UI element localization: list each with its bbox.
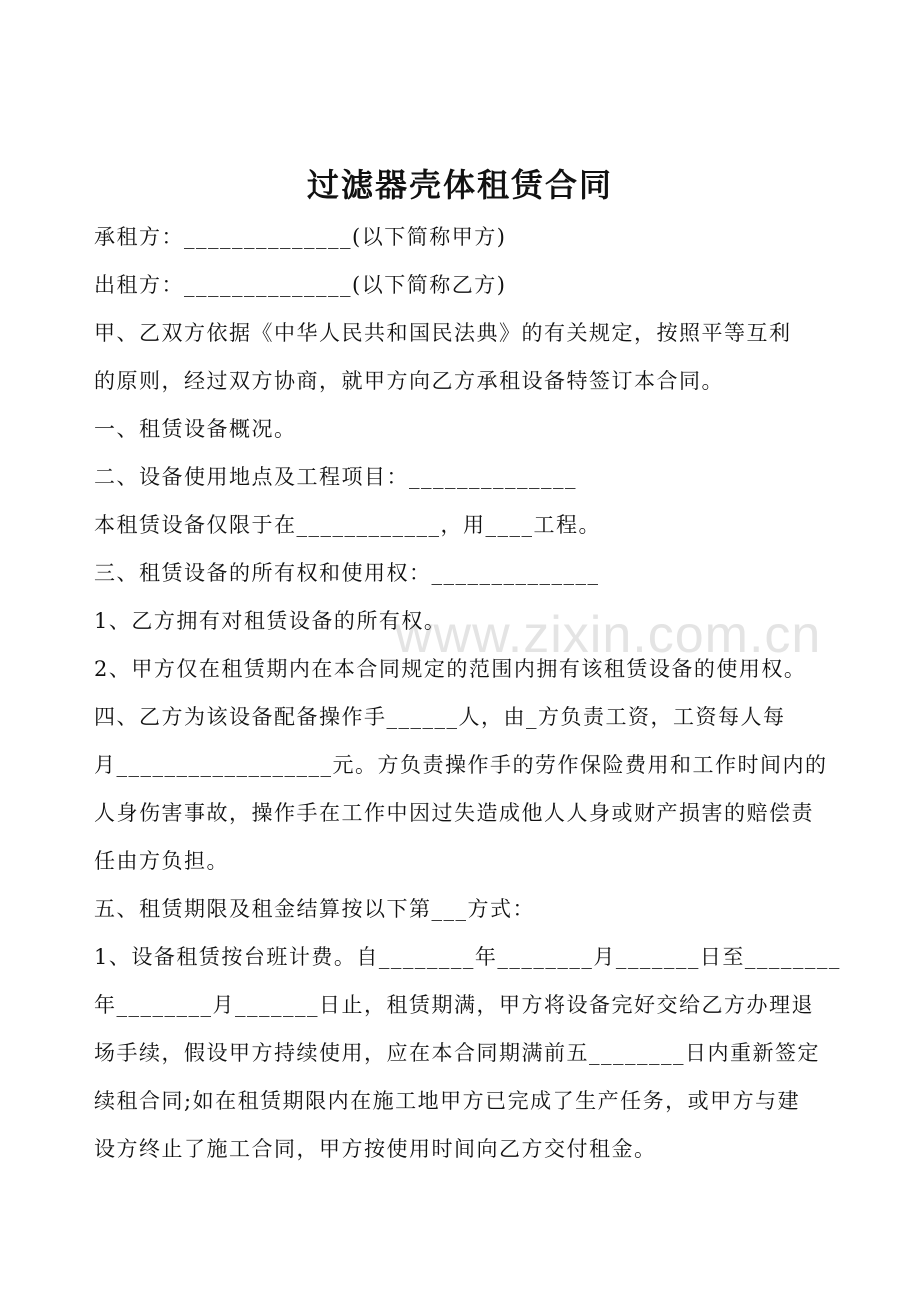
preamble-line-1: 甲、乙双方依据《中华人民共和国民法典》的有关规定，按照平等互利 bbox=[94, 321, 792, 345]
watermark: www.zixin.com.cn bbox=[395, 606, 822, 664]
clause-5-1-line-5: 设方终止了施工合同，甲方按使用时间向乙方交付租金。 bbox=[94, 1137, 657, 1161]
section-4-line-4: 任由方负担。 bbox=[94, 849, 229, 873]
clause-3-2: 2、甲方仅在租赁期内在本合同规定的范围内拥有该租赁设备的使用权。 bbox=[94, 657, 807, 681]
section-3-heading: 三、租赁设备的所有权和使用权：______________ bbox=[94, 561, 600, 585]
clause-5-1-line-1: 1、设备租赁按台班计费。自________年________月_______日至________ bbox=[94, 945, 841, 969]
section-1-heading: 一、租赁设备概况。 bbox=[94, 417, 297, 441]
section-4-line-1: 四、乙方为该设备配备操作手______人，由_方负责工资，工资每人每 bbox=[94, 705, 786, 729]
preamble-line-2: 的原则，经过双方协商，就甲方向乙方承租设备特签订本合同。 bbox=[94, 369, 724, 393]
clause-3-1: 1、乙方拥有对租赁设备的所有权。 bbox=[94, 609, 447, 633]
clause-5-1-line-4: 续租合同;如在租赁期限内在施工地甲方已完成了生产任务，或甲方与建 bbox=[94, 1089, 801, 1113]
section-2-heading: 二、设备使用地点及工程项目：______________ bbox=[94, 465, 577, 489]
section-4-line-3: 人身伤害事故，操作手在工作中因过失造成他人人身或财产损害的赔偿责 bbox=[94, 801, 814, 825]
document-title: 过滤器壳体租赁合同 bbox=[306, 166, 613, 204]
section-4-line-2: 月__________________元。方负责操作手的劳作保险费用和工作时间内的 bbox=[94, 753, 828, 777]
lessor-line: 出租方：______________(以下简称乙方) bbox=[94, 273, 507, 297]
section-5-heading: 五、租赁期限及租金结算按以下第___方式： bbox=[94, 897, 535, 921]
clause-5-1-line-3: 场手续，假设甲方持续使用，应在本合同期满前五________日内重新签定 bbox=[94, 1041, 820, 1065]
clause-5-1-line-2: 年________月_______日止，租赁期满，甲方将设备完好交给乙方办理退 bbox=[94, 993, 814, 1017]
lessee-line: 承租方：______________(以下简称甲方) bbox=[94, 225, 507, 249]
usage-location-line: 本租赁设备仅限于在____________，用____工程。 bbox=[94, 513, 601, 537]
